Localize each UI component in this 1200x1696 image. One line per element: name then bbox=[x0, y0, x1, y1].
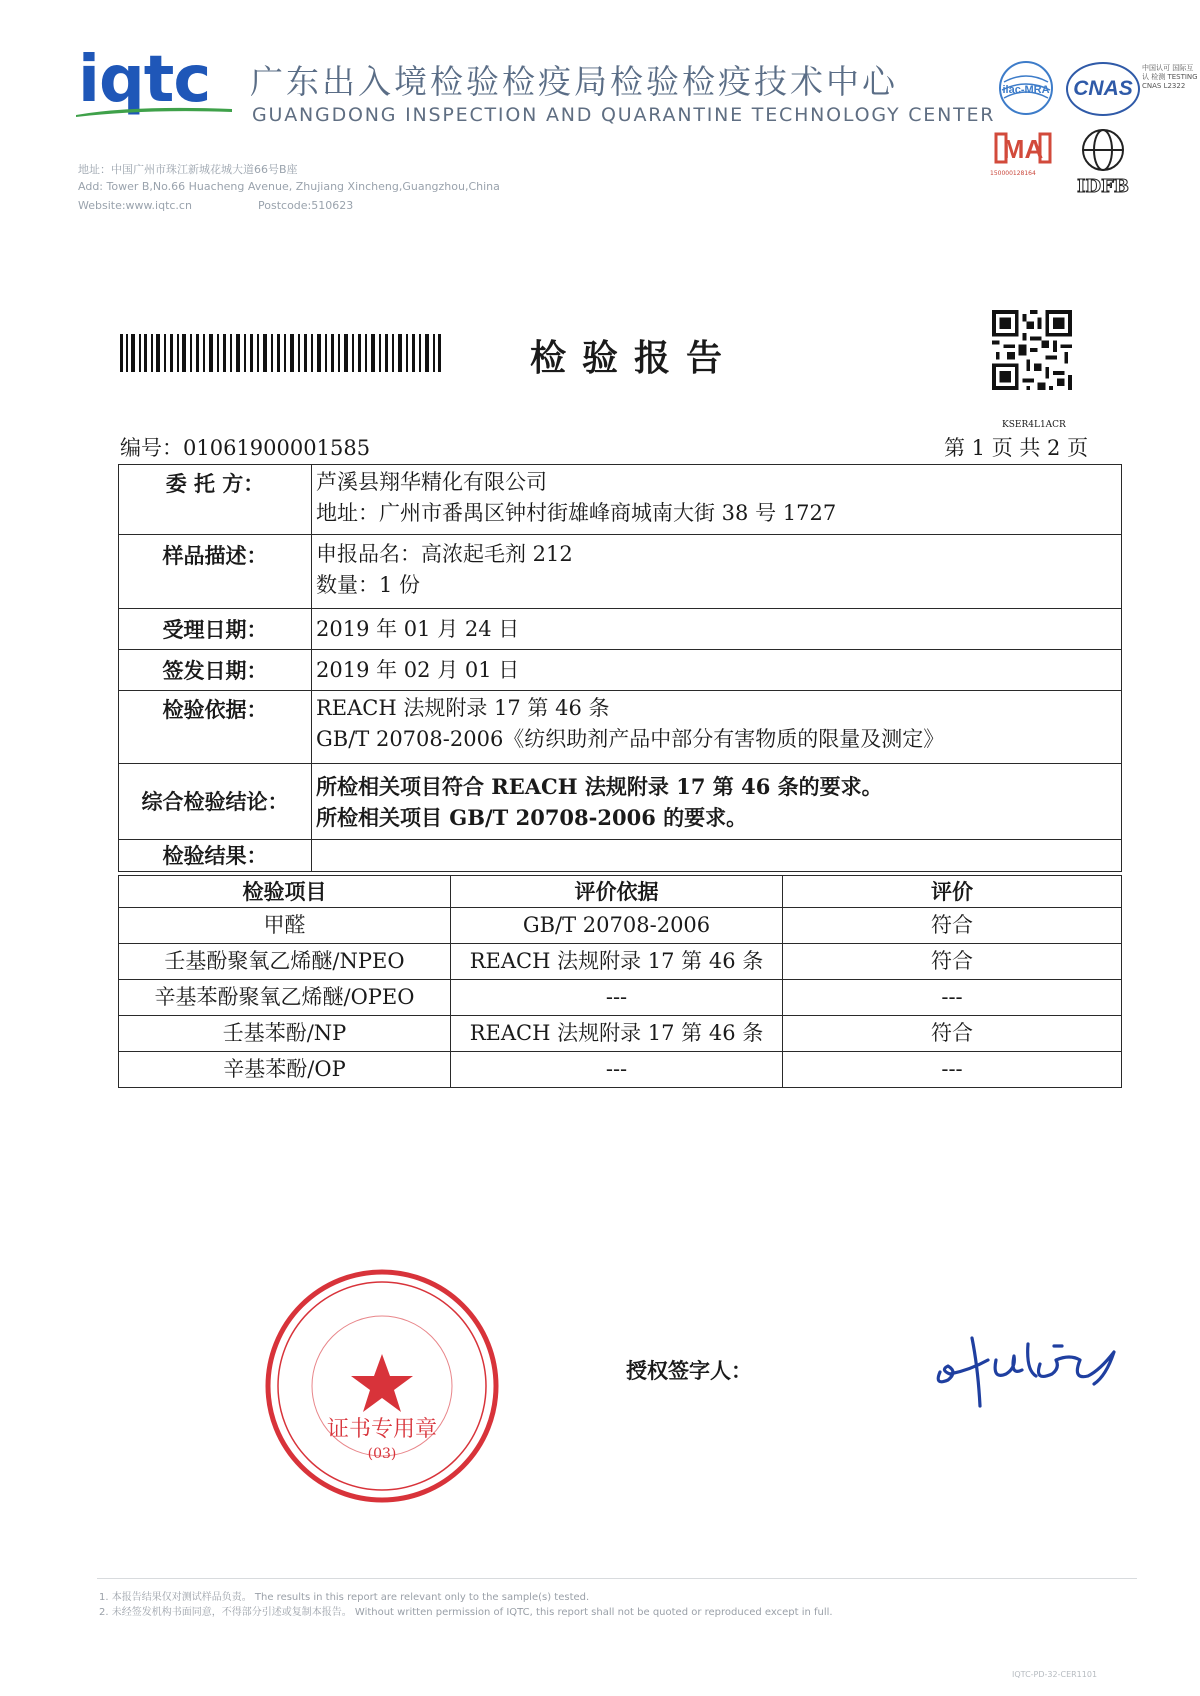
table-row bbox=[119, 908, 1122, 944]
test-basis: REACH 法规附录 17 第 46 条 bbox=[451, 1016, 783, 1052]
footer-note-2: 2. 未经签发机构书面同意，不得部分引述或复制本报告。 Without written permission of IQTC, this report shall not be quoted or reproduced except in full. bbox=[99, 1607, 833, 1618]
results-label-row bbox=[119, 840, 1122, 872]
table-row bbox=[119, 1016, 1122, 1052]
basis-line-2: GB/T 20708-2006《纺织助剂产品中部分有害物质的限量及测定》 bbox=[316, 727, 945, 751]
client-address: 地址：广州市番禺区钟村街雄峰商城南大街 38 号 1727 bbox=[316, 501, 837, 525]
qr-code-icon bbox=[992, 310, 1072, 390]
form-code: IQTC-PD-32-CER1101 bbox=[1012, 1670, 1098, 1679]
logo-swoosh-icon bbox=[74, 103, 234, 119]
basis-line-1: REACH 法规附录 17 第 46 条 bbox=[316, 696, 610, 720]
test-basis: GB/T 20708-2006 bbox=[451, 908, 783, 944]
test-evaluation: 符合 bbox=[783, 908, 1122, 944]
ilac-mra-icon bbox=[998, 60, 1054, 116]
results-label-empty bbox=[312, 840, 1122, 872]
test-item: 辛基苯酚/OP bbox=[119, 1052, 451, 1088]
iqtc-logo: iqtc bbox=[78, 43, 211, 117]
test-evaluation: --- bbox=[783, 1052, 1122, 1088]
client-name: 芦溪县翔华精化有限公司 bbox=[316, 470, 547, 494]
cma-number: 150000128164 bbox=[990, 170, 1036, 177]
sample-quantity: 数量：1 份 bbox=[316, 573, 421, 597]
website: Website:www.iqtc.cn bbox=[78, 199, 192, 212]
footer-note-1: 1. 本报告结果仅对测试样品负责。 The results in this report are relevant only to the sample(s) tested. bbox=[99, 1592, 590, 1603]
cma-icon bbox=[992, 130, 1054, 166]
document-title: 检验报告 bbox=[530, 337, 739, 379]
basis-label: 检验依据： bbox=[119, 691, 312, 764]
conclusion-line-1: 所检相关项目符合 REACH 法规附录 17 第 46 条的要求。 bbox=[316, 773, 883, 799]
address-en: Add: Tower B,No.66 Huacheng Avenue, Zhujiang Xincheng,Guangzhou,China bbox=[78, 180, 500, 193]
client-row bbox=[119, 465, 1122, 535]
header-basis: 评价依据 bbox=[451, 876, 783, 908]
client-cell bbox=[312, 465, 1122, 535]
test-evaluation: 符合 bbox=[783, 1016, 1122, 1052]
ma-label: MA bbox=[1002, 134, 1044, 164]
results-label: 检验结果： bbox=[119, 840, 312, 872]
seal-number: (03) bbox=[367, 1446, 397, 1462]
table-row bbox=[119, 980, 1122, 1016]
test-item: 辛基苯酚聚氧乙烯醚/OPEO bbox=[119, 980, 451, 1016]
signature-icon bbox=[930, 1330, 1125, 1410]
address-cn: 地址：中国广州市珠江新城花城大道66号B座 bbox=[78, 163, 298, 176]
cnas-badge: CNAS bbox=[1066, 62, 1140, 116]
issued-row bbox=[119, 650, 1122, 691]
report-number bbox=[120, 432, 370, 462]
ilac-label: ilac-MRA bbox=[1002, 84, 1050, 96]
report-number-value: 01061900001585 bbox=[183, 436, 371, 460]
test-basis: REACH 法规附录 17 第 46 条 bbox=[451, 944, 783, 980]
postcode: Postcode:510623 bbox=[258, 199, 354, 212]
received-row bbox=[119, 609, 1122, 650]
conclusion-label: 综合检验结论： bbox=[119, 764, 312, 840]
test-item: 甲醛 bbox=[119, 908, 451, 944]
sample-cell bbox=[312, 535, 1122, 609]
received-label: 受理日期： bbox=[119, 609, 312, 650]
conclusion-row bbox=[119, 764, 1122, 840]
idfb-icon bbox=[1068, 126, 1138, 198]
results-table bbox=[118, 875, 1122, 1088]
qr-code-label: KSER4L1ACR bbox=[1002, 420, 1066, 430]
table-row bbox=[119, 944, 1122, 980]
sample-row bbox=[119, 535, 1122, 609]
cnas-note: 中国认可 国际互认 检测 TESTING CNAS L2322 bbox=[1142, 64, 1198, 90]
test-item: 壬基苯酚/NP bbox=[119, 1016, 451, 1052]
issued-date: 2019 年 02 月 01 日 bbox=[312, 650, 1122, 691]
sample-label: 样品描述： bbox=[119, 535, 312, 609]
test-basis: --- bbox=[451, 980, 783, 1016]
org-name-en: GUANGDONG INSPECTION AND QUARANTINE TECHNOLOGY CENTER bbox=[252, 104, 996, 126]
header-test-item: 检验项目 bbox=[119, 876, 451, 908]
report-info-table bbox=[118, 464, 1122, 872]
issued-label: 签发日期： bbox=[119, 650, 312, 691]
conclusion-line-2: 所检相关项目 GB/T 20708-2006 的要求。 bbox=[316, 804, 748, 830]
barcode-icon bbox=[120, 334, 442, 372]
footer-divider bbox=[97, 1578, 1137, 1579]
page-info: 第 1 页 共 2 页 bbox=[944, 436, 1089, 460]
results-header-row bbox=[119, 876, 1122, 908]
basis-cell bbox=[312, 691, 1122, 764]
test-basis: --- bbox=[451, 1052, 783, 1088]
authorized-signatory-label: 授权签字人： bbox=[626, 1358, 752, 1383]
sample-name: 申报品名：高浓起毛剂 212 bbox=[316, 542, 573, 566]
client-label: 委 托 方： bbox=[119, 465, 312, 535]
seal-center-text: 证书专用章 bbox=[326, 1417, 438, 1442]
basis-row bbox=[119, 691, 1122, 764]
report-number-label: 编号： bbox=[120, 436, 183, 460]
test-evaluation: 符合 bbox=[783, 944, 1122, 980]
idfb-label: IDFB bbox=[1076, 176, 1130, 197]
test-evaluation: --- bbox=[783, 980, 1122, 1016]
received-date: 2019 年 01 月 24 日 bbox=[312, 609, 1122, 650]
test-item: 壬基酚聚氧乙烯醚/NPEO bbox=[119, 944, 451, 980]
org-name-cn: 广东出入境检验检疫局检验检疫技术中心 bbox=[250, 62, 898, 101]
official-seal-icon bbox=[262, 1266, 502, 1506]
table-row bbox=[119, 1052, 1122, 1088]
conclusion-cell bbox=[312, 764, 1122, 840]
header-evaluation: 评价 bbox=[783, 876, 1122, 908]
